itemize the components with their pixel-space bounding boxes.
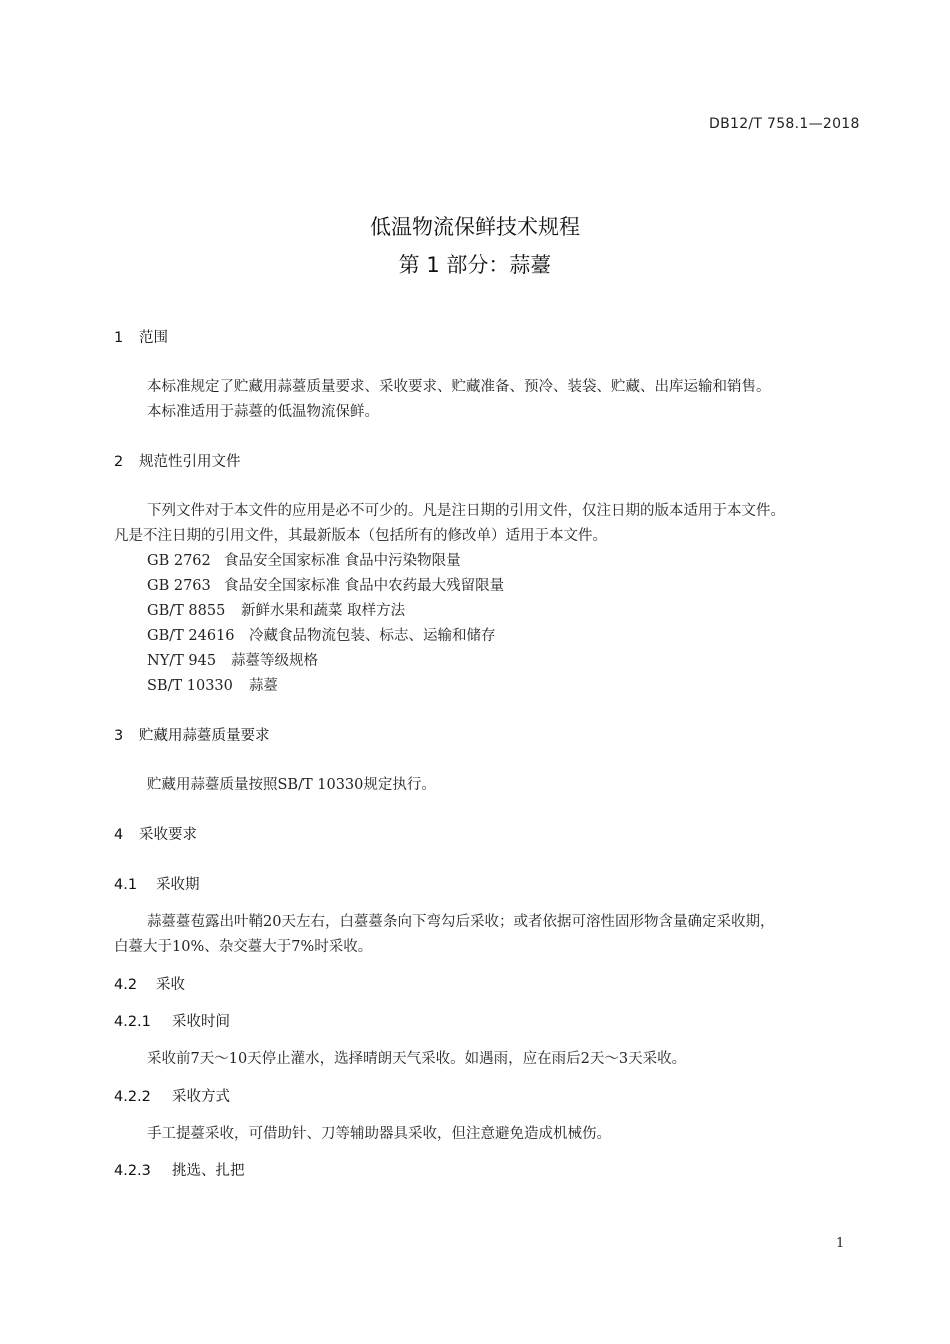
section-4-1-line-1: 蒜薹薹苞露出叶鞘20天左右，白薹薹条向下弯勾后采收；或者依据可溶性固形物含量确定采收期， — [147, 914, 775, 930]
document-subtitle: 第 1 部分：蒜薹 — [398, 253, 552, 277]
section-title: 采收时间 — [172, 1014, 230, 1030]
section-title: 贮藏用蒜薹质量要求 — [139, 728, 270, 744]
section-number: 4.2.1 — [114, 1014, 151, 1030]
section-title: 采收期 — [156, 877, 200, 893]
section-1-paragraph-2: 本标准适用于蒜薹的低温物流保鲜。 — [147, 404, 379, 420]
section-number: 2 — [114, 454, 124, 470]
section-number: 4.2.3 — [114, 1163, 151, 1179]
reference-code: NY/T 945 — [147, 653, 217, 669]
section-1-paragraph-1: 本标准规定了贮藏用蒜薹质量要求、采收要求、贮藏准备、预冷、装袋、贮藏、出库运输和销售。 — [147, 379, 771, 395]
section-4-1-line-2: 白薹大于10%、杂交薹大于7%时采收。 — [114, 939, 373, 955]
page-number: 1 — [836, 1236, 845, 1251]
reference-item — [147, 674, 278, 695]
reference-code: GB 2762 — [147, 553, 211, 569]
section-title: 挑选、扎把 — [172, 1163, 245, 1179]
section-4-1-heading — [114, 873, 200, 894]
section-2-intro-line-2: 凡是不注日期的引用文件，其最新版本（包括所有的修改单）适用于本文件。 — [114, 528, 607, 544]
section-3-paragraph: 贮藏用蒜薹质量按照SB/T 10330规定执行。 — [147, 777, 436, 793]
section-number: 3 — [114, 728, 124, 744]
reference-item — [147, 599, 405, 620]
reference-item — [147, 624, 496, 645]
section-title: 规范性引用文件 — [139, 454, 241, 470]
section-number: 4.1 — [114, 877, 138, 893]
section-title: 采收 — [156, 977, 185, 993]
section-4-heading — [114, 823, 197, 844]
section-4-2-1-heading — [114, 1010, 230, 1031]
reference-title: 蒜薹 — [249, 678, 278, 694]
reference-item — [147, 549, 461, 570]
section-title: 采收要求 — [139, 827, 197, 843]
section-1-heading — [114, 326, 168, 347]
section-number: 1 — [114, 330, 124, 346]
section-2-intro-line-1: 下列文件对于本文件的应用是必不可少的。凡是注日期的引用文件，仅注日期的版本适用于本文件。 — [147, 503, 785, 519]
reference-title: 食品安全国家标准 食品中污染物限量 — [224, 553, 461, 569]
section-4-2-2-paragraph: 手工提薹采收，可借助针、刀等辅助器具采收，但注意避免造成机械伤。 — [147, 1126, 611, 1142]
section-number: 4 — [114, 827, 124, 843]
section-4-2-1-paragraph: 采收前7天～10天停止灌水，选择晴朗天气采收。如遇雨，应在雨后2天～3天采收。 — [147, 1051, 687, 1067]
reference-title: 食品安全国家标准 食品中农药最大残留限量 — [224, 578, 505, 594]
section-2-heading — [114, 450, 241, 471]
reference-item — [147, 574, 504, 595]
section-4-2-2-heading — [114, 1085, 230, 1106]
document-title: 低温物流保鲜技术规程 — [370, 215, 580, 239]
section-number: 4.2.2 — [114, 1089, 151, 1105]
reference-code: GB 2763 — [147, 578, 211, 594]
reference-code: SB/T 10330 — [147, 678, 233, 694]
section-title: 采收方式 — [172, 1089, 230, 1105]
section-4-2-heading — [114, 973, 185, 994]
section-3-heading — [114, 724, 270, 745]
reference-code: GB/T 8855 — [147, 603, 226, 619]
section-number: 4.2 — [114, 977, 138, 993]
reference-code: GB/T 24616 — [147, 628, 235, 644]
reference-item — [147, 649, 318, 670]
reference-title: 新鲜水果和蔬菜 取样方法 — [241, 603, 406, 619]
section-4-2-3-heading — [114, 1159, 245, 1180]
standard-code: DB12/T 758.1—2018 — [709, 116, 860, 132]
reference-title: 蒜薹等级规格 — [231, 653, 318, 669]
reference-title: 冷藏食品物流包装、标志、运输和储存 — [249, 628, 496, 644]
section-title: 范围 — [139, 330, 168, 346]
